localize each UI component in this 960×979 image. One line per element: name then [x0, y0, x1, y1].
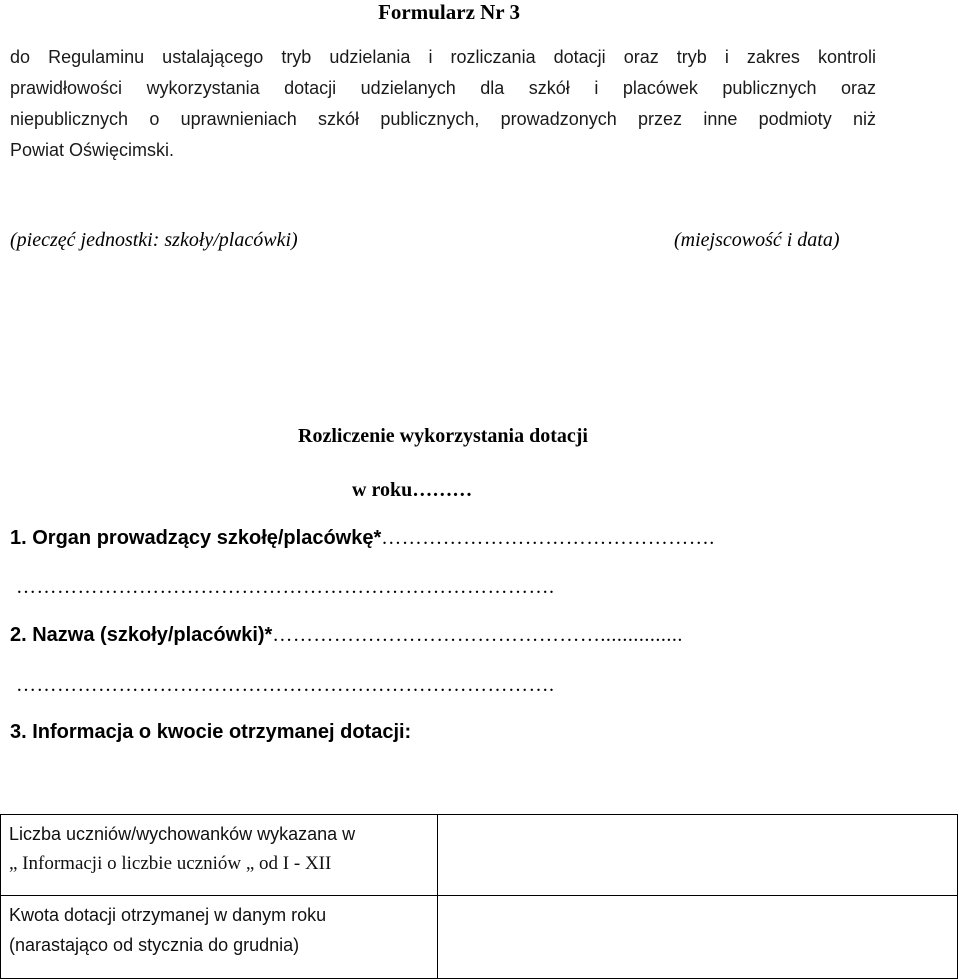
row1-label-b: „ Informacji o liczbie uczniów „ od I - XII	[9, 853, 332, 874]
table-cell-student-count[interactable]	[438, 815, 958, 896]
table-cell-label	[1, 815, 438, 896]
field-organ-continuation[interactable]: …………………………………………………………………….	[16, 576, 555, 598]
field-school-name	[10, 624, 683, 647]
table-cell-grant-amount[interactable]	[438, 896, 958, 979]
intro-line: do Regulaminu ustalającego tryb udzielania i rozliczania dotacji oraz tryb i zakres kontroli	[10, 47, 876, 67]
stamp-label: (pieczęć jednostki: szkoły/placówki)	[10, 229, 298, 251]
row1-label-a: Liczba uczniów/wychowanków wykazana w	[9, 824, 356, 844]
table-cell-label	[1, 896, 438, 979]
row2-label-b: (narastająco od stycznia do grudnia)	[9, 935, 300, 955]
intro-paragraph	[10, 42, 876, 166]
form-number: Formularz Nr 3	[378, 0, 520, 24]
document-title: Rozliczenie wykorzystania dotacji	[298, 425, 588, 447]
table-row	[1, 815, 958, 896]
field-organ	[10, 527, 715, 550]
year-field[interactable]: w roku………	[352, 479, 473, 501]
grant-table	[0, 814, 958, 979]
intro-line: niepublicznych o uprawnieniach szkół publicznych, prowadzonych przez inne podmioty niż	[10, 109, 876, 129]
field-grant-info-text: 3. Informacja o kwocie otrzymanej dotacji:	[10, 721, 412, 743]
field-grant-info-label	[10, 721, 411, 744]
field-school-name-continuation[interactable]: …………………………………………………………………….	[16, 674, 555, 696]
field-school-name-input[interactable]: …………………………………………...............	[272, 624, 683, 646]
intro-line: prawidłowości wykorzystania dotacji udzielanych dla szkół i placówek publicznych oraz	[10, 78, 876, 98]
field-school-name-label: 2. Nazwa (szkoły/placówki)*	[10, 624, 273, 646]
field-organ-label: 1. Organ prowadzący szkołę/placówkę*	[10, 527, 382, 549]
field-organ-input[interactable]: ………………………………………….	[381, 527, 715, 549]
place-date-label: (miejscowość i data)	[674, 229, 840, 251]
row2-label-a: Kwota dotacji otrzymanej w danym roku	[9, 905, 327, 925]
intro-line: Powiat Oświęcimski.	[10, 140, 175, 160]
table-row	[1, 896, 958, 979]
